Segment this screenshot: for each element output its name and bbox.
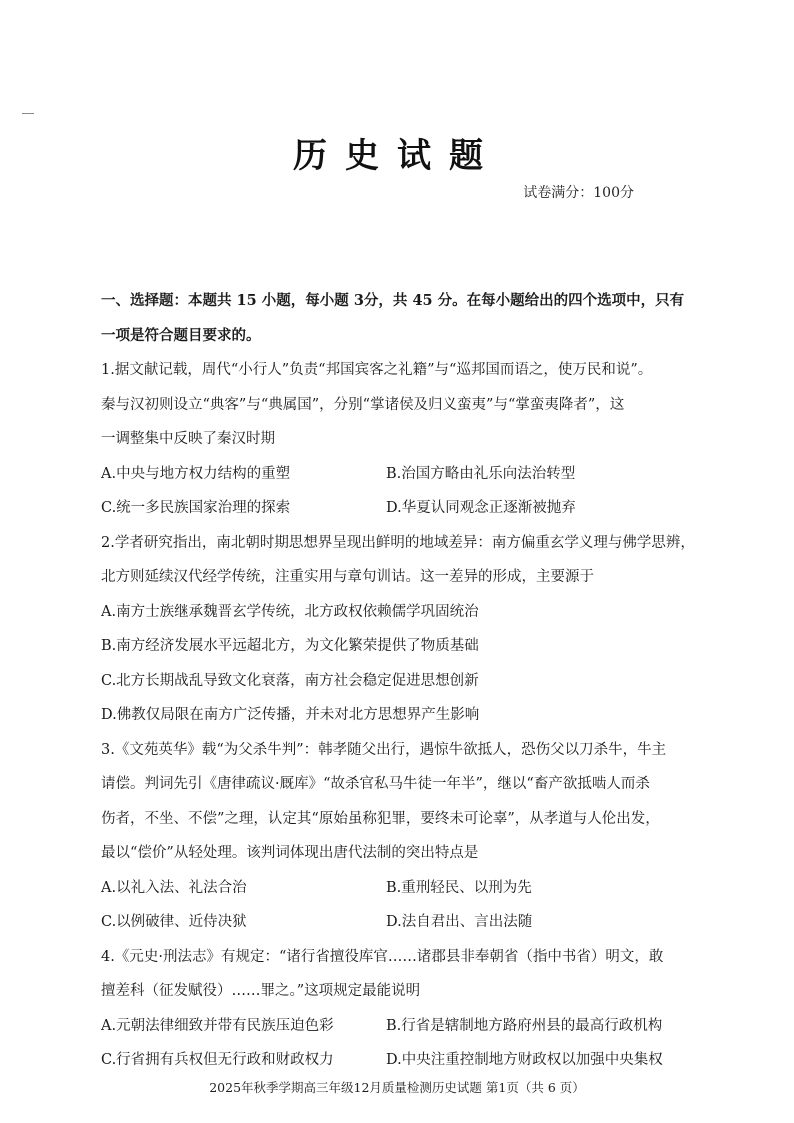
option-b: B.重刑轻民、以刑为先 (386, 879, 532, 896)
option-row (101, 491, 701, 526)
section-heading-line: 一、选择题：本题共 15 小题，每小题 3分，共 45 分。在每小题给出的四个选项中，只有 (101, 292, 685, 309)
option-row (101, 905, 701, 940)
option-a: A.以礼入法、礼法合治 (101, 879, 247, 896)
question-stem-line: 1.据文献记载，周代“小行人”负责“邦国宾客之礼籍”与“巡邦国而语之，使万民和说”。 (101, 362, 653, 378)
question-stem-line: 4.《元史·刑法志》有规定：“诸行省擅役库官……诸郡县非奉朝省（指中书省）明文，敢 (101, 948, 664, 965)
option-c: C.北方长期战乱导致文化衰落，南方社会稳定促进思想创新 (101, 672, 479, 689)
question-stem-line: 请偿。判词先引《唐律疏议·厩库》“故杀官私马牛徒一年半”，继以“畜产欲抵啮人而杀 (101, 776, 650, 792)
option-a: A.中央与地方权力结构的重塑 (101, 465, 291, 482)
option-b: B.南方经济发展水平远超北方，为文化繁荣提供了物质基础 (101, 638, 479, 654)
scan-mark (22, 113, 34, 114)
option-d: D.华夏认同观念正逐渐被抛弃 (386, 500, 576, 516)
question-stem-line: 一调整集中反映了秦汉时期 (101, 431, 275, 447)
question-stem-line: 3.《文苑英华》载“为父杀牛判”：韩孝随父出行，遇惊牛欲抵人，恐伤父以刀杀牛，牛主 (101, 741, 667, 758)
question-stem-line: 伤者，不坐、不偿”之理，认定其“原始虽称犯罪，要终未可论辜”，从孝道与人伦出发， (101, 810, 660, 827)
page-footer: 2025年秋季学期高三年级12月质量检测历史试题 第1页（共 6 页） (209, 1080, 585, 1095)
question-stem-line: 擅差科（征发赋役）……罪之。”这项规定最能说明 (101, 983, 421, 999)
option-row (101, 871, 701, 906)
question-2 (101, 526, 701, 733)
option-a: A.南方士族继承魏晋玄学传统，北方政权依赖儒学巩固统治 (101, 603, 479, 620)
option-d: D.中央注重控制地方财政权以加强中央集权 (386, 1052, 663, 1068)
question-1 (101, 353, 701, 526)
option-row (101, 1009, 701, 1044)
option-c: C.以例破律、近侍决狱 (101, 914, 247, 930)
question-3 (101, 733, 701, 940)
question-stem-line: 北方则延续汉代经学传统，注重实用与章句训诂。这一差异的形成，主要源于 (101, 569, 594, 585)
option-b: B.行省是辖制地方路府州县的最高行政机构 (386, 1017, 663, 1034)
question-4 (101, 940, 701, 1078)
exam-content (101, 284, 701, 1078)
page-title: 历史试题 (293, 136, 501, 176)
section-heading-line: 一项是符合题目要求的。 (101, 326, 261, 344)
option-c: C.统一多民族国家治理的探索 (101, 500, 291, 516)
option-row (101, 457, 701, 492)
option-c: C.行省拥有兵权但无行政和财政权力 (101, 1052, 334, 1068)
question-stem-line: 秦与汉初则设立“典客”与“典属国”，分别“掌诸侯及归义蛮夷”与“掌蛮夷降者”，这 (101, 396, 625, 413)
question-stem-line: 2.学者研究指出，南北朝时期思想界呈现出鲜明的地域差异：南方偏重玄学义理与佛学思辨， (101, 534, 695, 551)
option-d: D.佛教仅局限在南方广泛传播，并未对北方思想界产生影响 (101, 707, 480, 723)
option-b: B.治国方略由礼乐向法治转型 (386, 465, 576, 482)
option-d: D.法自君出、言出法随 (386, 914, 533, 930)
question-stem-line: 最以“偿价”从轻处理。该判词体现出唐代法制的突出特点是 (101, 845, 479, 861)
full-score: 试卷满分：100分 (523, 185, 634, 201)
option-a: A.元朝法律细致并带有民族压迫色彩 (101, 1017, 334, 1034)
option-row (101, 1043, 701, 1078)
